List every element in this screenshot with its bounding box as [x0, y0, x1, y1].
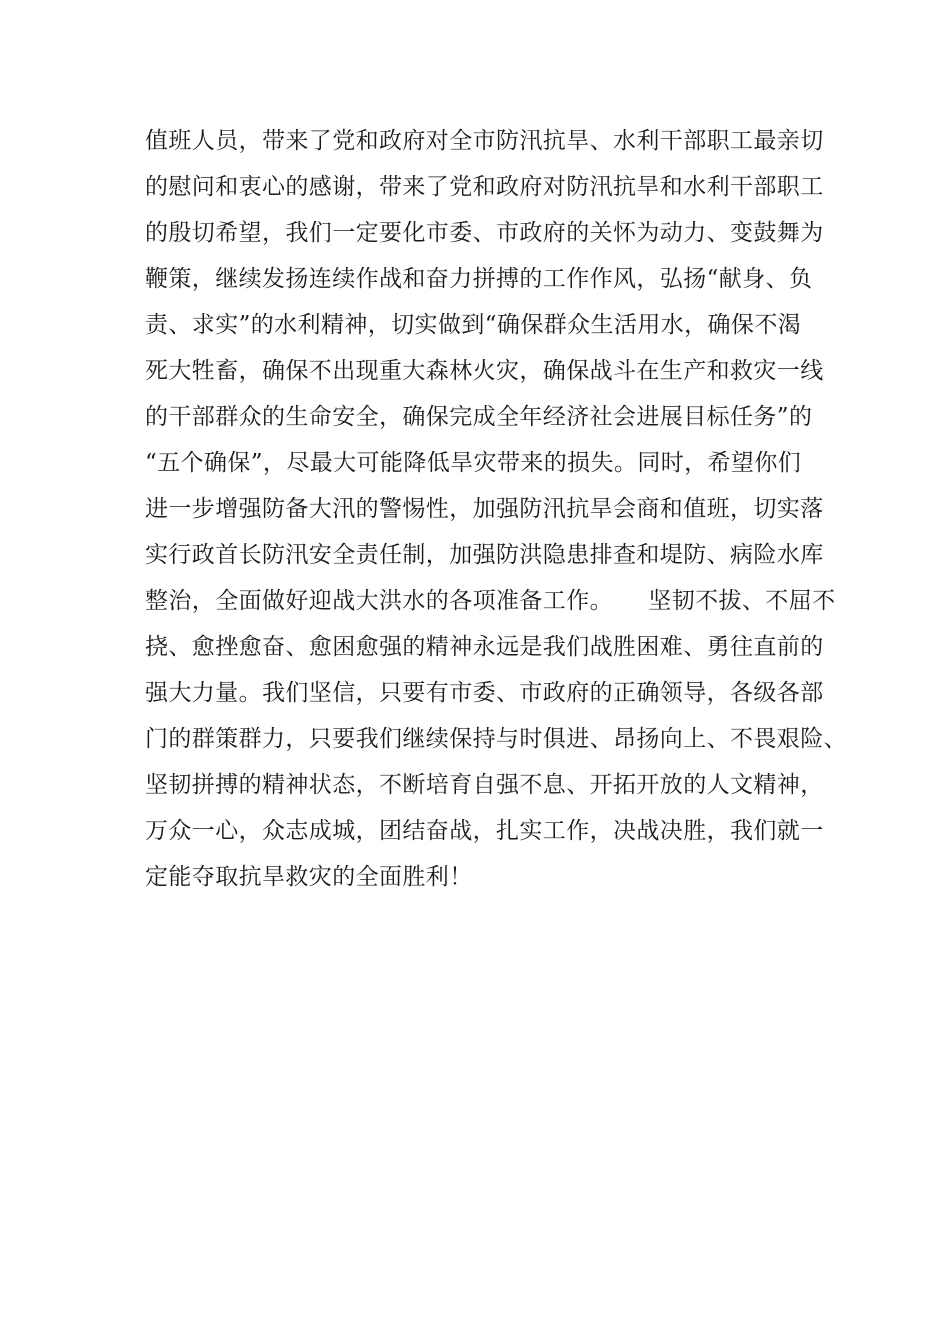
text-line: 鞭策，继续发扬连续作战和奋力拼搏的工作作风，弘扬“献身、负 — [145, 266, 813, 292]
text-line: 值班人员，带来了党和政府对全市防汛抗旱、水利干部职工最亲切 — [145, 128, 824, 154]
text-line: 万众一心，众志成城，团结奋战，扎实工作，决战决胜，我们就一 — [145, 818, 824, 844]
text-line: 坚韧拼搏的精神状态，不断培育自强不息、开拓开放的人文精神， — [145, 772, 824, 798]
body-text — [145, 118, 845, 900]
text-line: 实行政首长防汛安全责任制，加强防洪隐患排查和堤防、病险水库 — [145, 542, 824, 568]
text-line: 进一步增强防备大汛的警惕性，加强防汛抗旱会商和值班，切实落 — [145, 496, 824, 522]
text-line: 挠、愈挫愈奋、愈困愈强的精神永远是我们战胜困难、勇往直前的 — [145, 634, 824, 660]
text-line: 死大牲畜，确保不出现重大森林火灾，确保战斗在生产和救灾一线 — [145, 358, 824, 384]
text-line: 门的群策群力，只要我们继续保持与时俱进、昂扬向上、不畏艰险、 — [145, 726, 847, 752]
text-line: 的干部群众的生命安全，确保完成全年经济社会进展目标任务”的 — [145, 404, 813, 430]
text-line: 整治，全面做好迎战大洪水的各项准备工作。 坚韧不拔、不屈不 — [145, 588, 836, 614]
text-line: “五个确保”，尽最大可能降低旱灾带来的损失。同时，希望你们 — [145, 450, 802, 476]
text-line: 的殷切希望，我们一定要化市委、市政府的关怀为动力、变鼓舞为 — [145, 220, 824, 246]
text-line: 责、求实”的水利精神，切实做到“确保群众生活用水，确保不渴 — [145, 312, 802, 338]
text-line: 强大力量。我们坚信，只要有市委、市政府的正确领导，各级各部 — [145, 680, 824, 706]
text-line: 的慰问和衷心的感谢，带来了党和政府对防汛抗旱和水利干部职工 — [145, 174, 824, 200]
text-line: 定能夺取抗旱救灾的全面胜利！ — [145, 864, 473, 890]
